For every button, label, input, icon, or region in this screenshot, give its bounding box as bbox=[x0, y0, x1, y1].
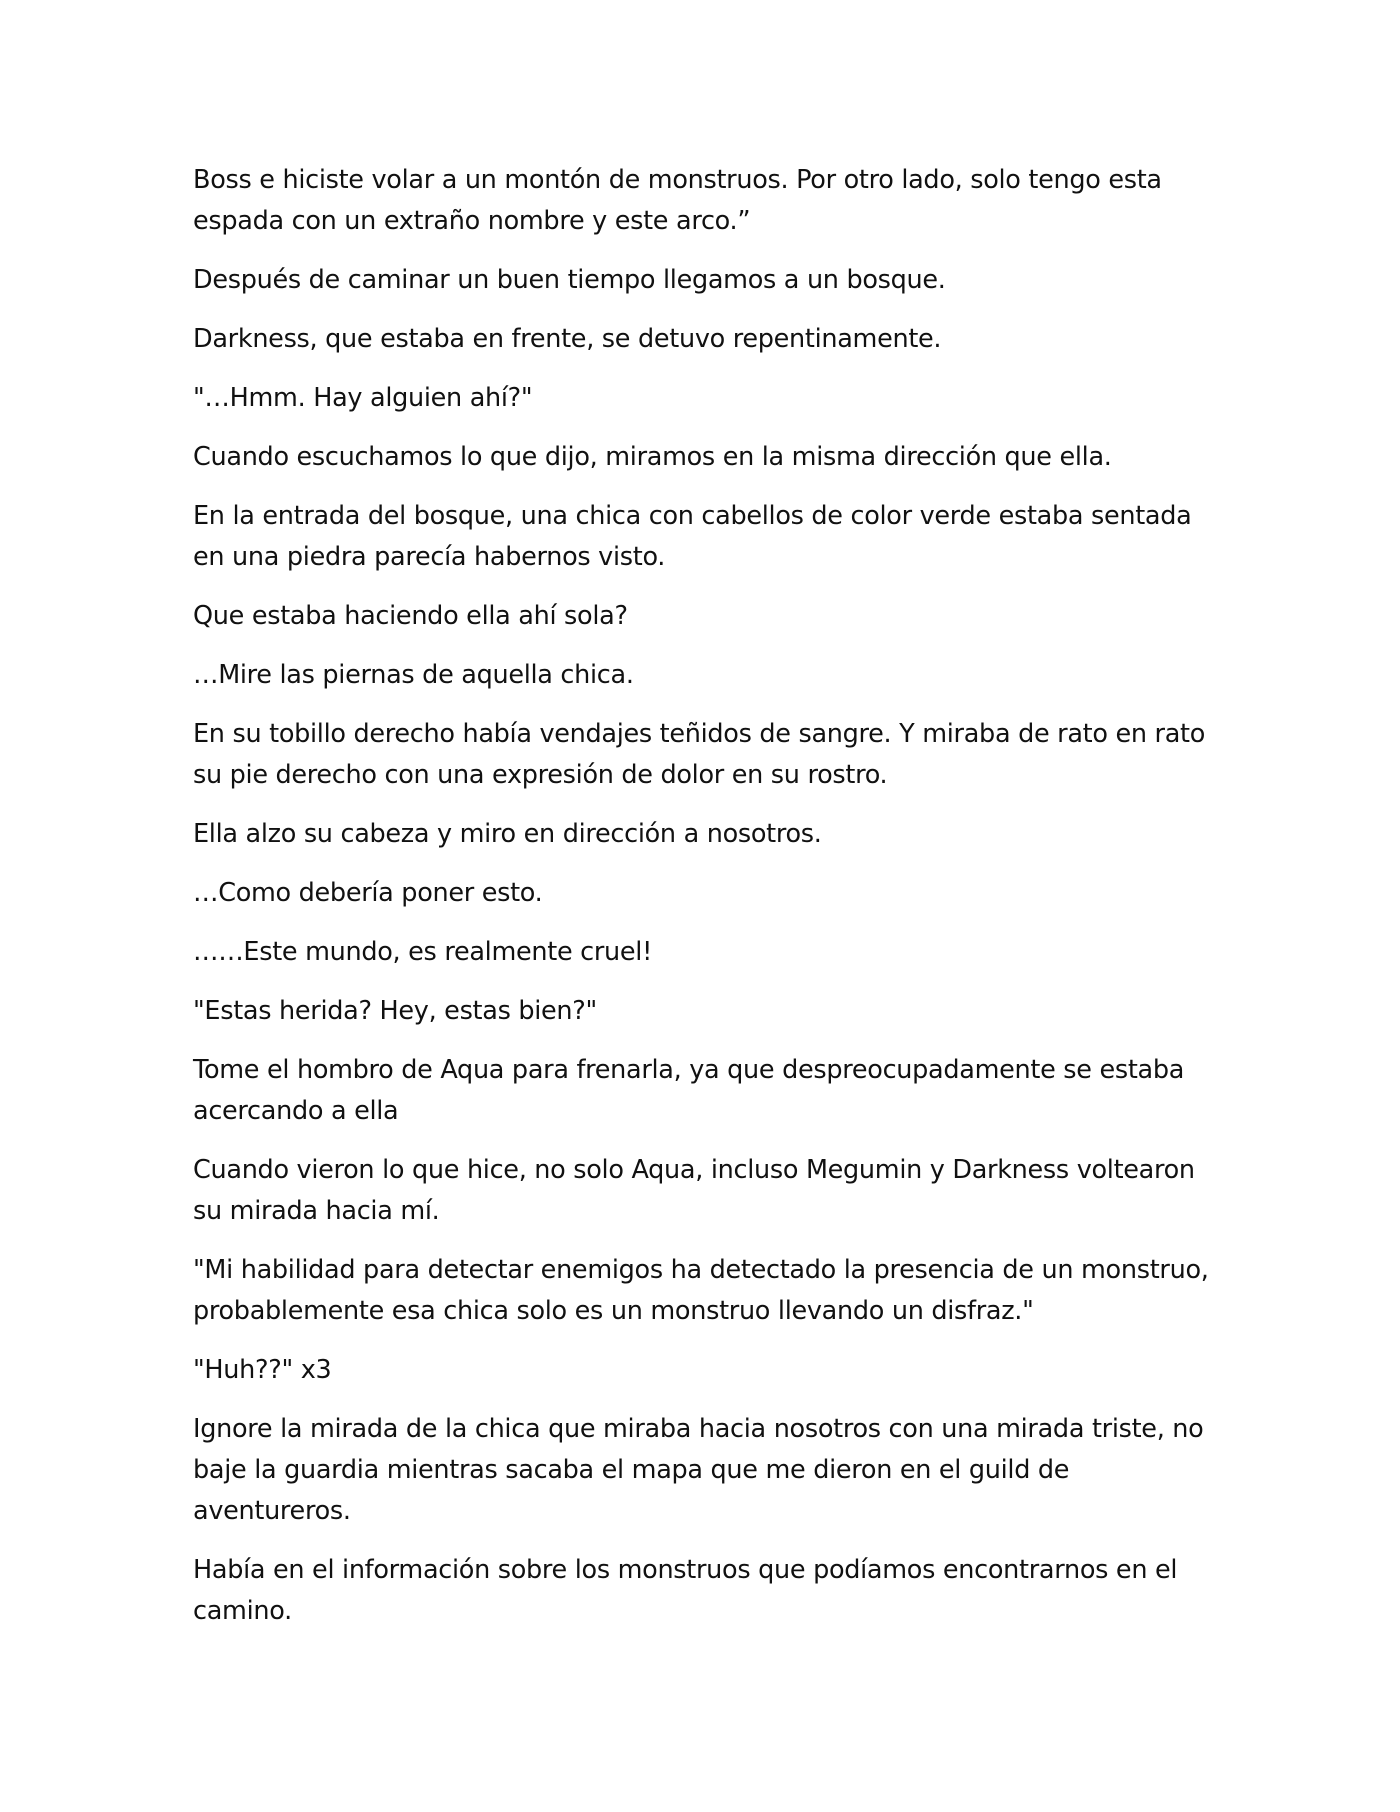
paragraph: En su tobillo derecho había vendajes teñidos de sangre. Y miraba de rato en rato su pie derecho con una expresión de dolor en su rostro. bbox=[193, 719, 1206, 790]
paragraph: Que estaba haciendo ella ahí sola? bbox=[193, 601, 628, 631]
paragraph: Cuando vieron lo que hice, no solo Aqua, incluso Megumin y Darkness voltearon su mirada hacia mí. bbox=[193, 1155, 1195, 1226]
paragraph: Tome el hombro de Aqua para frenarla, ya que despreocupadamente se estaba acercando a ella bbox=[193, 1055, 1185, 1126]
paragraph: "…Hmm. Hay alguien ahí?" bbox=[193, 383, 533, 413]
document-body bbox=[193, 160, 1213, 1650]
paragraph: Darkness, que estaba en frente, se detuvo repentinamente. bbox=[193, 324, 942, 354]
paragraph: …Como debería poner esto. bbox=[193, 878, 543, 908]
paragraph: Ignore la mirada de la chica que miraba hacia nosotros con una mirada triste, no baje la guardia mientras sacaba el mapa que me dieron en el guild de aventureros. bbox=[193, 1414, 1204, 1526]
paragraph: Cuando escuchamos lo que dijo, miramos en la misma dirección que ella. bbox=[193, 442, 1112, 472]
paragraph: ……Este mundo, es realmente cruel! bbox=[193, 937, 652, 967]
paragraph: Boss e hiciste volar a un montón de monstruos. Por otro lado, solo tengo esta espada con un extraño nombre y este arco.” bbox=[193, 165, 1162, 236]
paragraph: En la entrada del bosque, una chica con cabellos de color verde estaba sentada en una piedra parecía habernos visto. bbox=[193, 501, 1192, 572]
paragraph: "Huh??" x3 bbox=[193, 1355, 332, 1385]
paragraph: Después de caminar un buen tiempo llegamos a un bosque. bbox=[193, 265, 946, 295]
paragraph: "Mi habilidad para detectar enemigos ha detectado la presencia de un monstruo, probablemente esa chica solo es un monstruo llevando un disfraz." bbox=[193, 1255, 1209, 1326]
paragraph: Ella alzo su cabeza y miro en dirección a nosotros. bbox=[193, 819, 822, 849]
paragraph: "Estas herida? Hey, estas bien?" bbox=[193, 996, 597, 1026]
paragraph: Había en el información sobre los monstruos que podíamos encontrarnos en el camino. bbox=[193, 1555, 1178, 1626]
paragraph: …Mire las piernas de aquella chica. bbox=[193, 660, 634, 690]
